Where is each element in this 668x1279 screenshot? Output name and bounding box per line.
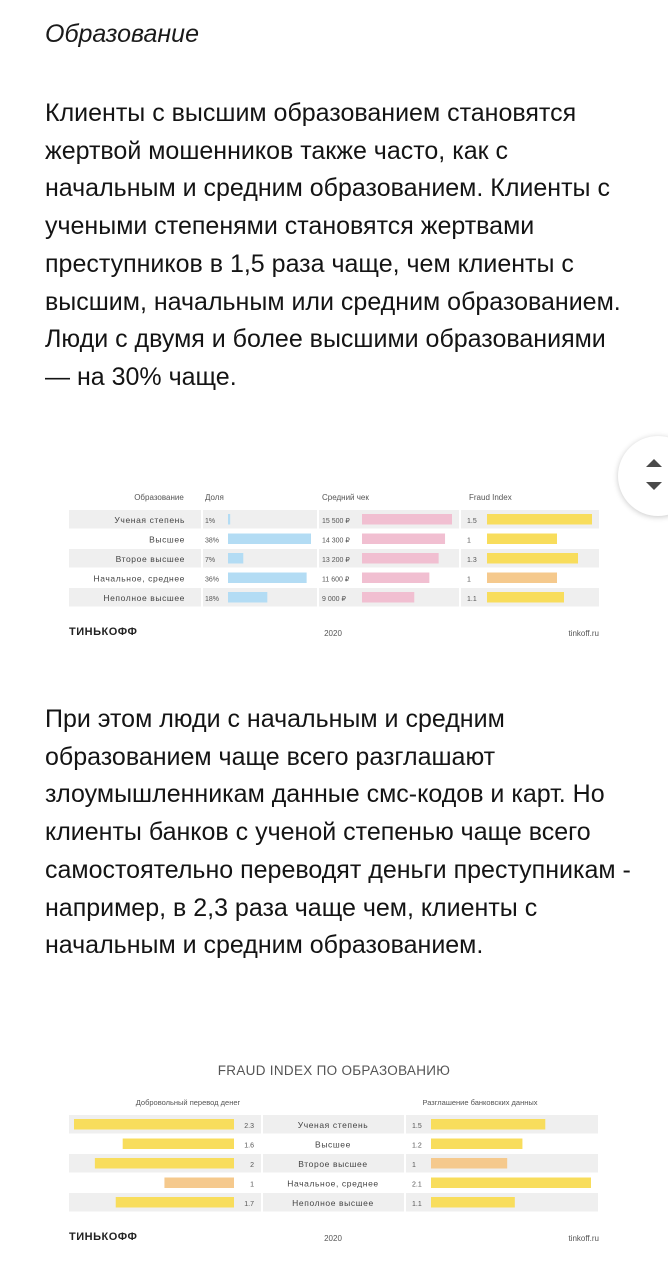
disclosure-bar (431, 1119, 545, 1130)
transfer-value-label: 1 (250, 1181, 254, 1189)
avg-check-label: 11 600 ₽ (322, 576, 350, 584)
disclosure-value-label: 1.1 (412, 1200, 422, 1208)
share-bar (228, 592, 267, 603)
column-header: Доля (205, 493, 224, 502)
fraud-index-bar (487, 534, 557, 545)
share-label: 7% (205, 556, 216, 564)
fraud-index-chart (0, 1050, 668, 1260)
brand-logo: ТИНЬКОФФ (69, 1231, 138, 1243)
footer-site: tinkoff.ru (568, 1234, 599, 1243)
fraud-index-bar (487, 592, 564, 603)
avg-check-label: 9 000 ₽ (322, 595, 346, 603)
avg-check-bar (362, 553, 439, 564)
transfer-bar (116, 1197, 234, 1208)
avg-check-label: 14 300 ₽ (322, 537, 350, 545)
avg-check-label: 13 200 ₽ (322, 556, 350, 564)
transfer-bar (95, 1158, 234, 1169)
fraud-index-label: 1 (467, 537, 471, 545)
row-label: Высшее (149, 534, 185, 545)
article-paragraph-1: Клиенты с высшим образованием становятся жертвой мошенников также часто, как с начальным и средним образованием. Клиенты с учеными степенями становятся жертвами преступников в 1,5 раза чаще, чем клиенты с высшим, начальным или средним образованием. Люди с двумя и более высшими образованиями — на 30% чаще. (45, 99, 621, 391)
disclosure-value-label: 1.2 (412, 1142, 422, 1150)
share-label: 38% (205, 537, 220, 545)
share-label: 1% (205, 517, 216, 525)
disclosure-bar (431, 1197, 515, 1208)
article-paragraph-2: При этом люди с начальным и средним образованием чаще всего разглашают злоумышленникам данные смс-кодов и карт. Но клиенты банков с ученой степенью чаще всего самостоятельно переводят деньги преступникам - например, в 2,3 раза чаще чем, клиенты с начальным и средним образованием. (45, 705, 631, 960)
avg-check-bar (362, 514, 452, 525)
disclosure-bar (431, 1158, 507, 1169)
series-header: Добровольный перевод денег (135, 1098, 241, 1107)
column-header: Средний чек (322, 493, 369, 502)
transfer-bar (123, 1139, 234, 1150)
transfer-bar (164, 1178, 234, 1189)
fraud-index-label: 1.1 (467, 595, 477, 603)
category-label: Высшее (315, 1139, 351, 1150)
transfer-value-label: 2.3 (244, 1122, 254, 1130)
chevron-up-icon[interactable] (646, 459, 662, 467)
fraud-index-label: 1.5 (467, 517, 477, 525)
avg-check-label: 15 500 ₽ (322, 517, 350, 525)
education-table-chart (0, 480, 668, 650)
footer-year: 2020 (324, 629, 342, 638)
row-label: Ученая степень (114, 514, 185, 525)
column-header: Fraud Index (469, 493, 512, 502)
category-label: Начальное, среднее (287, 1178, 379, 1189)
fraud-index-label: 1 (467, 576, 471, 584)
disclosure-value-label: 1 (412, 1161, 416, 1169)
share-label: 36% (205, 576, 220, 584)
row-label: Неполное высшее (103, 592, 185, 603)
avg-check-bar (362, 573, 429, 584)
share-bar (228, 573, 307, 584)
share-bar (228, 514, 230, 525)
fraud-index-label: 1.3 (467, 556, 477, 564)
share-bar (228, 534, 311, 545)
disclosure-value-label: 1.5 (412, 1122, 422, 1130)
series-header: Разглашение банковских данных (422, 1098, 538, 1107)
brand-logo: ТИНЬКОФФ (69, 626, 138, 638)
footer-site: tinkoff.ru (568, 629, 599, 638)
transfer-value-label: 2 (250, 1161, 254, 1169)
row-label: Второе высшее (115, 553, 185, 564)
section-title: Образование (45, 20, 199, 48)
category-label: Ученая степень (297, 1119, 369, 1130)
avg-check-bar (362, 592, 414, 603)
row-label: Начальное, среднее (93, 573, 185, 584)
share-label: 18% (205, 595, 220, 603)
fraud-index-bar (487, 573, 557, 584)
footer-year: 2020 (324, 1234, 342, 1243)
share-bar (228, 553, 243, 564)
disclosure-bar (431, 1178, 591, 1189)
column-header: Образование (134, 493, 184, 502)
category-label: Второе высшее (298, 1158, 368, 1169)
fraud-index-bar (487, 553, 578, 564)
transfer-value-label: 1.6 (244, 1142, 254, 1150)
disclosure-bar (431, 1139, 522, 1150)
disclosure-value-label: 2.1 (412, 1181, 422, 1189)
transfer-value-label: 1.7 (244, 1200, 254, 1208)
chart-title: FRAUD INDEX ПО ОБРАЗОВАНИЮ (217, 1063, 451, 1078)
transfer-bar (74, 1119, 234, 1130)
category-label: Неполное высшее (292, 1197, 374, 1208)
avg-check-bar (362, 534, 445, 545)
fraud-index-bar (487, 514, 592, 525)
